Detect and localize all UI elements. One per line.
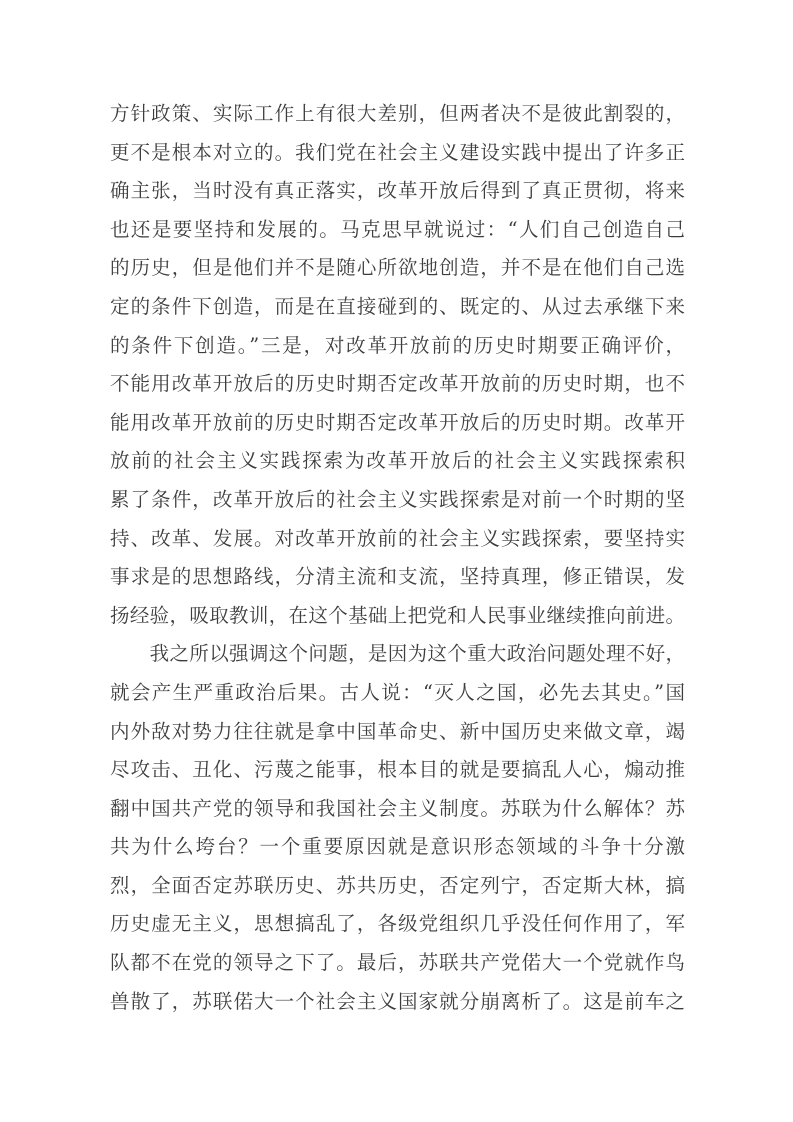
text-line: 累了条件，改革开放后的社会主义实践探索是对前一个时期的坚 xyxy=(110,487,685,511)
text-line: 我之所以强调这个问题，是因为这个重大政治问题处理不好， xyxy=(110,642,685,666)
text-line: 放前的社会主义实践探索为改革开放后的社会主义实践探索积 xyxy=(110,449,685,473)
text-line: 共为什么垮台？一个重要原因就是意识形态领域的斗争十分激 xyxy=(110,835,685,859)
text-line: 也还是要坚持和发展的。马克思早就说过：“人们自己创造自己 xyxy=(110,217,685,241)
text-line: 方针政策、实际工作上有很大差别，但两者决不是彼此割裂的， xyxy=(110,102,685,125)
text-line: 内外敌对势力往往就是拿中国革命史、新中国历史来做文章，竭 xyxy=(110,719,685,743)
text-line: 定的条件下创造，而是在直接碰到的、既定的、从过去承继下来 xyxy=(110,294,685,318)
text-line: 的条件下创造。”三是，对改革开放前的历史时期要正确评价， xyxy=(110,333,685,357)
text-line: 历史虚无主义，思想搞乱了，各级党组织几乎没任何作用了，军 xyxy=(110,912,685,936)
text-line: 的历史，但是他们并不是随心所欲地创造，并不是在他们自己选 xyxy=(110,256,685,280)
text-line: 事求是的思想路线，分清主流和支流，坚持真理，修正错误，发 xyxy=(110,565,685,589)
text-line: 烈，全面否定苏联历史、苏共历史，否定列宁，否定斯大林，搞 xyxy=(110,873,685,897)
text-line: 不能用改革开放后的历史时期否定改革开放前的历史时期，也不 xyxy=(110,372,685,396)
text-line: 确主张，当时没有真正落实，改革开放后得到了真正贯彻，将来 xyxy=(110,179,685,203)
text-line: 翻中国共产党的领导和我国社会主义制度。苏联为什么解体？苏 xyxy=(110,796,685,820)
text-line: 队都不在党的领导之下了。最后，苏联共产党偌大一个党就作鸟 xyxy=(110,951,685,975)
text-line: 持、改革、发展。对改革开放前的社会主义实践探索，要坚持实 xyxy=(110,526,685,550)
text-line: 更不是根本对立的。我们党在社会主义建设实践中提出了许多正 xyxy=(110,140,685,164)
document-text-block xyxy=(110,95,685,1021)
text-line: 扬经验，吸取教训，在这个基础上把党和人民事业继续推向前进。 xyxy=(110,603,685,627)
text-line: 尽攻击、丑化、污蔑之能事，根本目的就是要搞乱人心，煽动推 xyxy=(110,758,685,782)
text-line: 能用改革开放前的历史时期否定改革开放后的历史时期。改革开 xyxy=(110,410,685,434)
text-line: 就会产生严重政治后果。古人说：“灭人之国，必先去其史。”国 xyxy=(110,680,685,704)
text-line: 兽散了，苏联偌大一个社会主义国家就分崩离析了。这是前车之 xyxy=(110,989,685,1013)
